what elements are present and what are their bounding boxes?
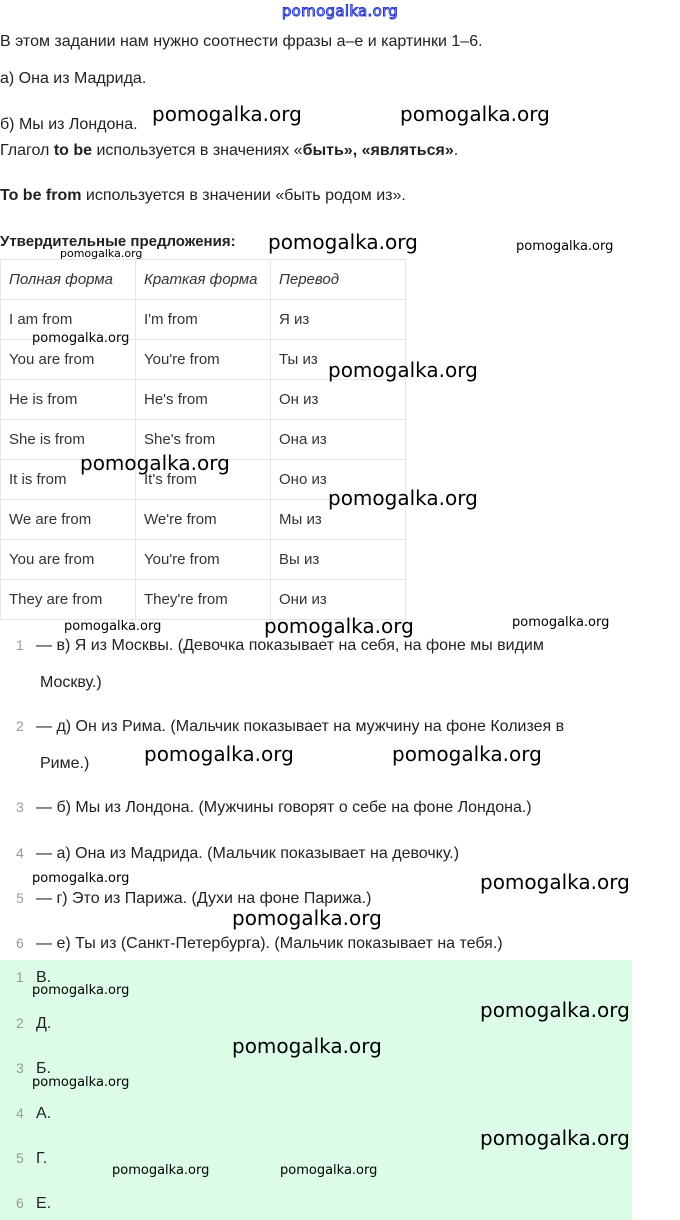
watermark: pomogalka.org [80, 451, 230, 475]
list-number: 4 [16, 845, 24, 861]
table-cell: I am from [1, 300, 136, 340]
watermark: pomogalka.org [480, 998, 630, 1022]
table-cell: Вы из [271, 540, 406, 580]
list-text: — е) Ты из (Санкт-Петербурга). (Мальчик показывает на тебя.) [36, 935, 503, 952]
phrase-a: а) Она из Мадрида. [0, 70, 147, 87]
answer-text: Б. [36, 1060, 51, 1077]
grammar-note-from-term: To be from [0, 187, 82, 204]
watermark: pomogalka.org [232, 906, 382, 930]
table-cell: We are from [1, 500, 136, 540]
list-text: — г) Это из Парижа. (Духи на фоне Парижа.) [36, 890, 372, 907]
answer-text: Е. [36, 1195, 52, 1212]
list-number: 3 [16, 799, 24, 815]
table-cell: Я из [271, 300, 406, 340]
table-header-row [1, 260, 406, 300]
table-cell: We're from [136, 500, 271, 540]
watermark: pomogalka.org [32, 871, 130, 886]
list-text-continued: Риме.) [40, 755, 90, 772]
table-cell: He is from [1, 380, 136, 420]
watermark: pomogalka.org [152, 102, 302, 126]
answer-number: 6 [16, 1195, 24, 1211]
list-number: 1 [16, 637, 24, 653]
table-cell: You are from [1, 540, 136, 580]
phrase-b: б) Мы из Лондона. [0, 116, 138, 133]
table-header-full: Полная форма [1, 260, 136, 300]
grammar-note-pre: Глагол [0, 142, 54, 159]
table-cell: You're from [136, 340, 271, 380]
table-cell: They are from [1, 580, 136, 620]
answer-number: 1 [16, 969, 24, 985]
list-text: — д) Он из Рима. (Мальчик показывает на мужчину на фоне Колизея в [36, 718, 565, 735]
grammar-note-meaning: быть», «являться» [302, 142, 454, 159]
table-cell: It is from [1, 460, 136, 500]
table-cell: Ты из [271, 340, 406, 380]
watermark: pomogalka.org [32, 1075, 130, 1090]
table-cell: You're from [136, 540, 271, 580]
answer-text: Г. [36, 1150, 48, 1167]
watermark: pomogalka.org [232, 1034, 382, 1058]
table-cell: Оно из [271, 460, 406, 500]
site-logo[interactable]: pomogalka.org [281, 2, 399, 20]
table-header-translation: Перевод [271, 260, 406, 300]
table-cell: You are from [1, 340, 136, 380]
watermark: pomogalka.org [32, 331, 130, 346]
watermark: pomogalka.org [480, 1126, 630, 1150]
table-row [1, 380, 406, 420]
table-cell: Они из [271, 580, 406, 620]
table-cell: I'm from [136, 300, 271, 340]
grammar-note-from-rest: используется в значении «быть родом из». [81, 187, 406, 204]
list-number: 5 [16, 890, 24, 906]
list-number: 2 [16, 718, 24, 734]
answer-number: 2 [16, 1015, 24, 1031]
watermark: pomogalka.org [480, 870, 630, 894]
grammar-note-term: to be [53, 142, 93, 159]
answer-text: А. [36, 1105, 52, 1122]
watermark: pomogalka.org [400, 102, 550, 126]
list-text: — а) Она из Мадрида. (Мальчик показывает на девочку.) [36, 845, 460, 862]
list-text: — в) Я из Москвы. (Девочка показывает на себя, на фоне мы видим [36, 637, 544, 654]
answer-number: 5 [16, 1150, 24, 1166]
watermark: pomogalka.org [280, 1163, 378, 1178]
watermark: pomogalka.org [60, 247, 143, 260]
table-cell: Он из [271, 380, 406, 420]
watermark: pomogalka.org [512, 615, 610, 630]
watermark: pomogalka.org [392, 742, 542, 766]
intro-text: В этом задании нам нужно соотнести фразы а–е и картинки 1–6. [0, 33, 483, 50]
watermark: pomogalka.org [328, 358, 478, 382]
grammar-note-to-be-from [0, 187, 406, 205]
grammar-note-to-be [0, 142, 458, 160]
answer-number: 4 [16, 1105, 24, 1121]
watermark: pomogalka.org [144, 742, 294, 766]
watermark: pomogalka.org [268, 230, 418, 254]
table-cell: She's from [136, 420, 271, 460]
list-text: — б) Мы из Лондона. (Мужчины говорят о себе на фоне Лондона.) [36, 799, 532, 816]
watermark: pomogalka.org [328, 486, 478, 510]
table-cell: He's from [136, 380, 271, 420]
grammar-note-end: . [453, 142, 459, 159]
answer-text: Д. [36, 1015, 52, 1032]
list-text-continued: Москву.) [40, 674, 102, 691]
watermark: pomogalka.org [264, 614, 414, 638]
answer-number: 3 [16, 1060, 24, 1076]
watermark: pomogalka.org [516, 239, 614, 254]
answer-text: В. [36, 969, 52, 986]
watermark: pomogalka.org [32, 983, 130, 998]
grammar-note-mid: используется в значениях « [92, 142, 303, 159]
table-cell: They're from [136, 580, 271, 620]
table-cell: She is from [1, 420, 136, 460]
table-cell: Мы из [271, 500, 406, 540]
table-cell: Она из [271, 420, 406, 460]
table-header-short: Краткая форма [136, 260, 271, 300]
grammar-table [0, 259, 406, 620]
table-cell: It's from [136, 460, 271, 500]
watermark: pomogalka.org [112, 1163, 210, 1178]
table-title: Утвердительные предложения: [0, 233, 236, 250]
watermark: pomogalka.org [64, 619, 162, 634]
list-number: 6 [16, 935, 24, 951]
table-row [1, 540, 406, 580]
